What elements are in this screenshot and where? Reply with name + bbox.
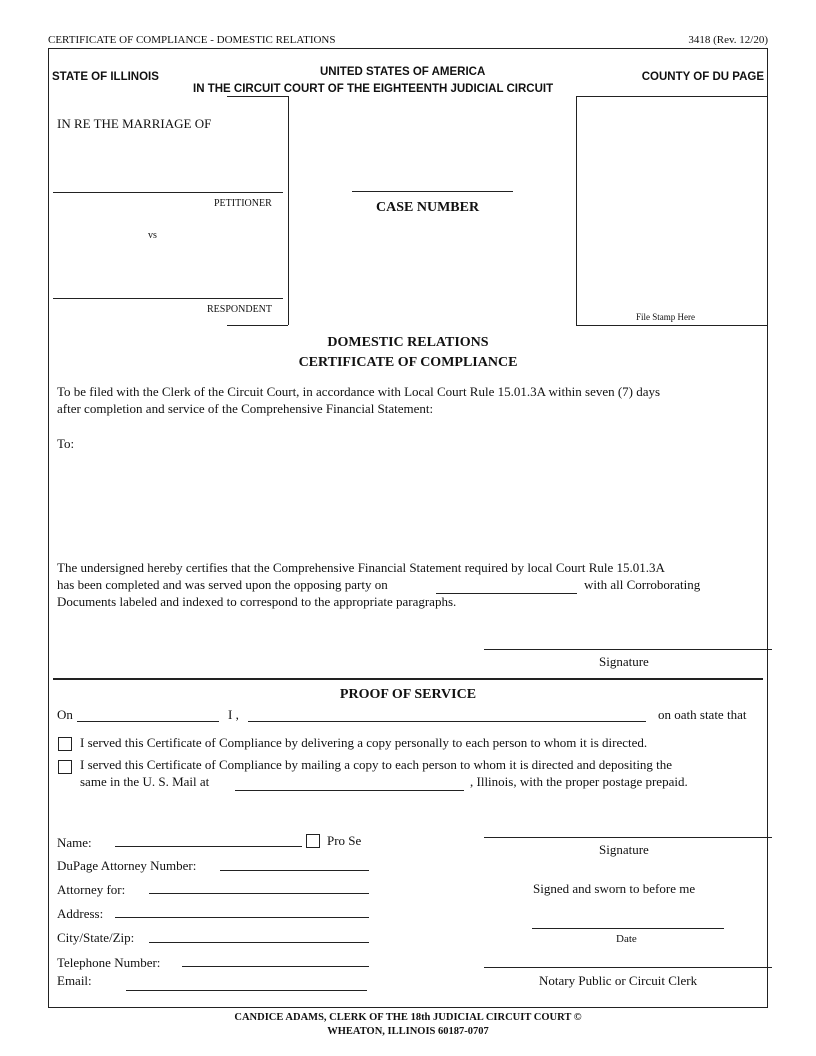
country-label: UNITED STATES OF AMERICA	[320, 66, 486, 78]
attorney-for-label: Attorney for:	[57, 882, 126, 897]
signature-line[interactable]	[484, 649, 772, 650]
phone-field[interactable]	[182, 966, 369, 967]
service-date-field[interactable]	[77, 721, 219, 722]
name-label: Name:	[57, 835, 92, 850]
email-label: Email:	[57, 973, 92, 988]
date-label: Date	[616, 933, 637, 945]
state-label: STATE OF ILLINOIS	[52, 71, 159, 83]
footer-line-1: CANDICE ADAMS, CLERK OF THE 18th JUDICIAL CIRCUIT COURT ©	[234, 1012, 582, 1023]
proof-title: PROOF OF SERVICE	[339, 687, 477, 702]
sworn-label: Signed and sworn to before me	[533, 881, 696, 896]
case-number-label: CASE NUMBER	[376, 200, 480, 215]
case-number-field[interactable]	[352, 191, 513, 192]
oath-label: on oath state that	[658, 707, 747, 722]
server-name-field[interactable]	[248, 721, 646, 722]
notary-signature-line[interactable]	[484, 967, 772, 968]
file-stamp-label: File Stamp Here	[636, 312, 695, 322]
date-field[interactable]	[532, 928, 724, 929]
signature-line-2[interactable]	[484, 837, 772, 838]
attorney-for-field[interactable]	[149, 893, 369, 894]
respondent-field[interactable]	[53, 298, 283, 299]
intro-text: To be filed with the Clerk of the Circuit Court, in accordance with Local Court Rule 15.01.3A within seven (7) days	[57, 384, 661, 399]
notary-label: Notary Public or Circuit Clerk	[539, 973, 698, 988]
name-field[interactable]	[115, 846, 302, 847]
in-re-label: IN RE THE MARRIAGE OF	[57, 116, 212, 131]
cert-text: has been completed and was served upon the opposing party on	[57, 577, 388, 592]
footer-line-2: WHEATON, ILLINOIS 60187-0707	[327, 1026, 489, 1037]
city-label: City/State/Zip:	[57, 930, 135, 945]
address-label: Address:	[57, 906, 104, 921]
doc-title-2: CERTIFICATE OF COMPLIANCE	[298, 355, 518, 370]
doc-title-1: DOMESTIC RELATIONS	[327, 335, 489, 350]
to-label: To:	[57, 436, 75, 451]
form-number: 3418 (Rev. 12/20)	[688, 34, 768, 46]
court-label: IN THE CIRCUIT COURT OF THE EIGHTEENTH JUDICIAL CIRCUIT	[193, 83, 554, 95]
option-mail-label: , Illinois, with the proper postage prepaid.	[470, 774, 688, 789]
option-personal-label: I served this Certificate of Compliance by delivering a copy personally to each person to whom it is directed.	[80, 735, 648, 750]
signature-label-2: Signature	[599, 842, 649, 857]
pro-se-checkbox[interactable]	[306, 834, 320, 848]
mail-city-field[interactable]	[235, 790, 464, 791]
county-label: COUNTY OF DU PAGE	[641, 71, 764, 83]
petitioner-label: PETITIONER	[214, 198, 272, 209]
dupage-number-label: DuPage Attorney Number:	[57, 858, 197, 873]
cert-text: with all Corroborating	[584, 577, 701, 592]
phone-label: Telephone Number:	[57, 955, 161, 970]
cert-text: The undersigned hereby certifies that the Comprehensive Financial Statement required by local Court Rule 15.01.3A	[57, 560, 665, 575]
signature-label: Signature	[599, 654, 649, 669]
served-date-field[interactable]	[436, 593, 577, 594]
intro-text: after completion and service of the Comprehensive Financial Statement:	[57, 401, 434, 416]
pro-se-label: Pro Se	[327, 833, 362, 848]
on-label: On	[57, 707, 73, 722]
option-mail-label: same in the U. S. Mail at	[80, 774, 210, 789]
address-field[interactable]	[115, 917, 369, 918]
mail-delivery-checkbox[interactable]	[58, 760, 72, 774]
form-title: CERTIFICATE OF COMPLIANCE - DOMESTIC RELATIONS	[48, 34, 336, 46]
option-mail-label: I served this Certificate of Compliance by mailing a copy to each person to whom it is directed and depositing the	[80, 757, 673, 772]
i-label: I ,	[228, 707, 239, 722]
cert-text: Documents labeled and indexed to correspond to the appropriate paragraphs.	[57, 594, 457, 609]
personal-delivery-checkbox[interactable]	[58, 737, 72, 751]
respondent-label: RESPONDENT	[207, 304, 273, 315]
petitioner-field[interactable]	[53, 192, 283, 193]
email-field[interactable]	[126, 990, 367, 991]
dupage-number-field[interactable]	[220, 870, 369, 871]
vs-label: vs	[148, 230, 157, 241]
city-field[interactable]	[149, 942, 369, 943]
